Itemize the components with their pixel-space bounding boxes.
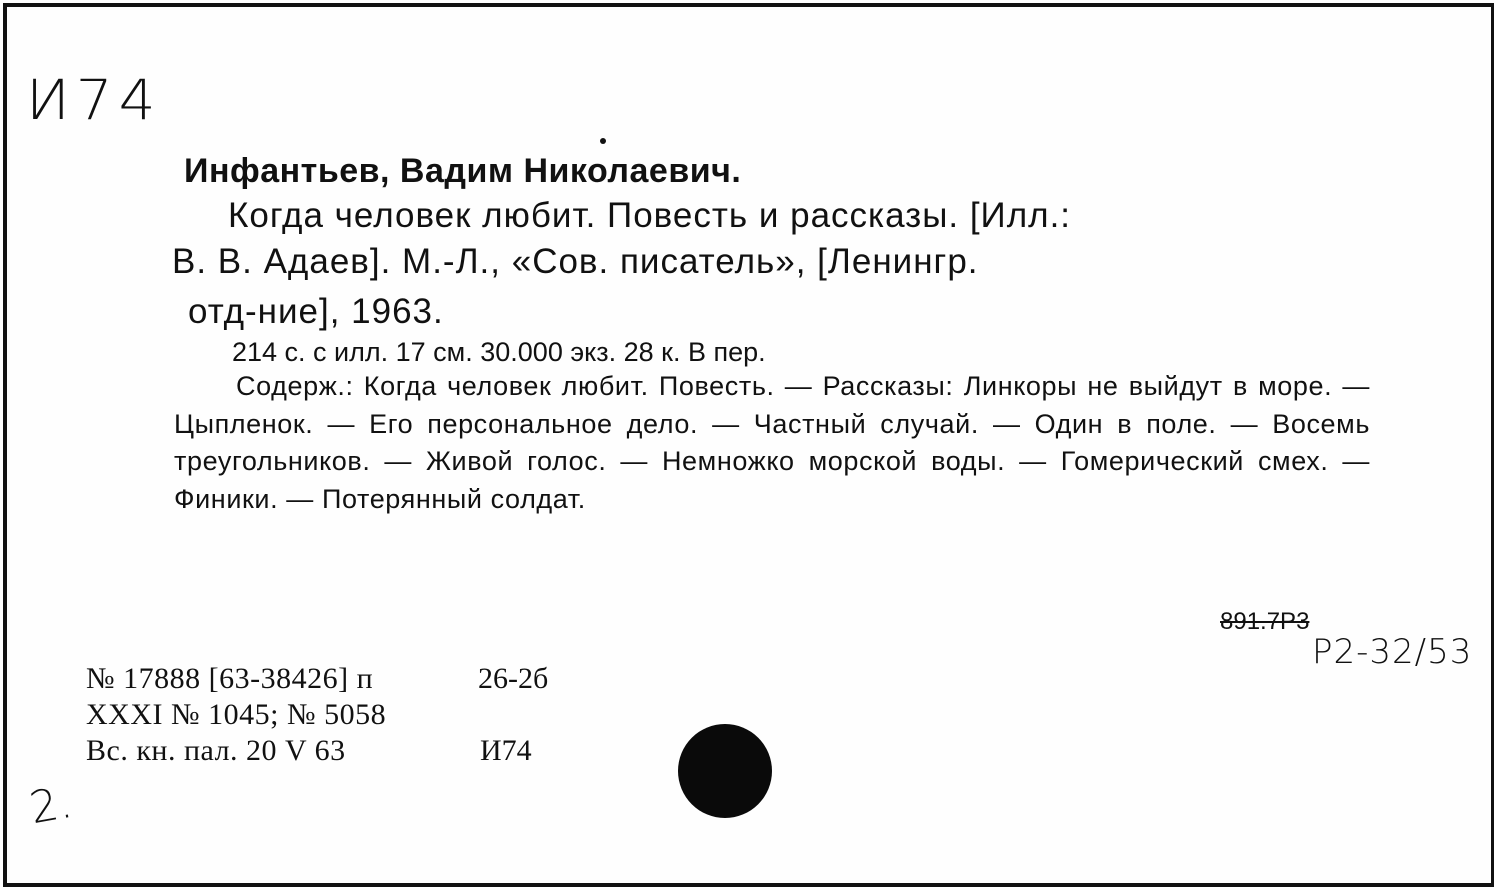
- accent-mark: [600, 138, 606, 144]
- bib-code-1: 26-2б: [478, 662, 549, 695]
- bib-code-2: И74: [480, 734, 532, 767]
- contents-note: Содерж.: Когда человек любит. Повесть. — Рассказы: Линкоры не выйдут в море. — Цыпленок. — Его персональное дело. — Частный случай. — Один в поле. — Восемь треугольников. — Живой голос. — Немножко морской воды. — Гомерический смех. — Финики. — Потерянный солдат.: [174, 371, 1370, 514]
- bib-line-1: № 17888 [63-38426] п: [86, 662, 374, 695]
- title-line-1: Когда человек любит. Повесть и рассказы. [Илл.:: [228, 196, 1072, 235]
- bib-line-2: XXXI № 1045; № 5058: [86, 698, 387, 731]
- collation-line: 214 с. с илл. 17 см. 30.000 экз. 28 к. В пер.: [232, 337, 766, 367]
- title-line-2: В. В. Адаев]. М.-Л., «Сов. писатель», [Ленингр.: [172, 242, 979, 281]
- title-line-3: отд-ние], 1963.: [188, 292, 444, 331]
- handwritten-call-number: И74: [26, 67, 162, 133]
- handwritten-mark: 2.: [25, 776, 77, 835]
- classification-new: Р2-32/53: [1312, 632, 1473, 672]
- bib-line-3: Вс. кн. пал. 20 V 63: [86, 734, 346, 767]
- author-heading: Инфантьев, Вадим Николаевич.: [184, 152, 742, 190]
- punch-hole: [678, 724, 772, 818]
- classification-old: 891.7Р3: [1220, 608, 1310, 635]
